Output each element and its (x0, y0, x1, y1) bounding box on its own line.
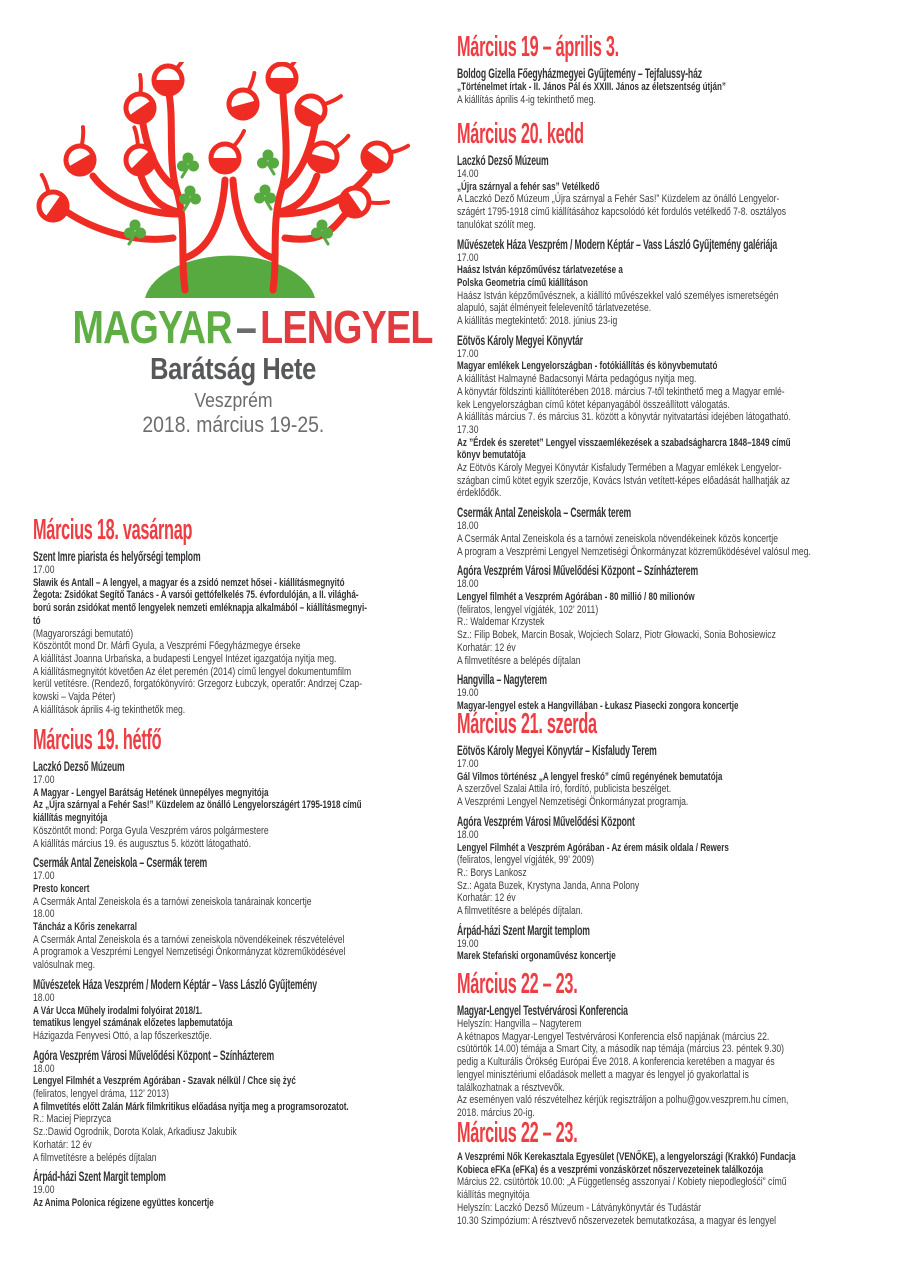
event-detail: A kiállítás március 19. és augusztus 5. között látogatható. (33, 837, 251, 850)
event-time: 17.00 (33, 564, 55, 576)
event-detail: A kiállítás megtekintető: 2018. június 23-ig (457, 315, 618, 328)
venue-name: Laczkó Dezső Múzeum (33, 759, 125, 774)
event-detail: Sz.:Dawid Ogrodnik, Dorota Kolak, Arkadiusz Jakubik (33, 1126, 237, 1139)
venue-name: Boldog Gizella Főegyházmegyei Gyűjtemény – Tejfalussy-ház (457, 66, 702, 81)
program-event (457, 744, 870, 809)
event-detail: A programok a Veszprémi Lengyel Nemzetiségi Önkormányzat közreműködésével (33, 946, 346, 959)
event-detail: A Csermák Antal Zeneiskola és a tarnówi zeneiskola tanárainak koncertje (33, 895, 312, 908)
event-time: 17.00 (457, 758, 479, 770)
event-detail: Az Eötvös Károly Megyei Könyvtár Kisfaludy Termében a Magyar emlékek Lengyelor- (457, 462, 782, 475)
program-event (457, 673, 870, 712)
event-detail: A program a Veszprémi Lengyel Nemzetiségi Önkormányzat közreműködésével valósul meg. (457, 545, 811, 558)
event-title: Lengyel Filmhét a Veszprém Agórában - Szavak nélkül / Chce się żyć (33, 1075, 296, 1088)
program-event (33, 856, 446, 972)
event-title: „Történelmet írtak - II. János Pál és XXIII. János az életszentség útján” (457, 81, 726, 93)
event-detail: (feliratos, lengyel dráma, 112’ 2013) (33, 1088, 169, 1101)
logo-title-magyar: MAGYAR (72, 301, 232, 353)
event-detail: kowski – Vajda Péter) (33, 691, 116, 704)
event-detail: A kétnapos Magyar-Lengyel Testvérvárosi Konferencia első napjának (március 22. (457, 1030, 770, 1043)
event-title: Kobieca eFKa (eFKa) és a veszprémi vonzáskörzet nőszervezeteinek találkozója (457, 1163, 764, 1176)
event-detail: valósulnak meg. (33, 959, 96, 972)
venue-name: Agóra Veszprém Városi Művelődési Központ – Színházterem (33, 1047, 275, 1063)
event-detail: A Veszprémi Lengyel Nemzetiségi Önkormányzat programja. (457, 796, 689, 809)
event-detail: A filmvetítésre a belépés díjtalan. (457, 905, 583, 918)
event-title: Magyar-lengyel estek a Hangvillában - Łukasz Piasecki zongora koncertje (457, 699, 739, 712)
event-detail: R.: Borys Lankosz (457, 866, 527, 879)
venue-name: Művészetek Háza Veszprém / Modern Képtár – Vass László Gyűjtemény galériája (457, 236, 778, 252)
event-detail: Házigazda Fenyvesi Ottó, a lap főszerkesztője. (33, 1029, 212, 1042)
event-detail: tanulókat szólít meg. (457, 218, 536, 231)
logo-subtitle: Barátság Hete (150, 351, 316, 386)
event-detail: Köszöntőt mond Dr. Márfi Gyula, a Veszprémi Főegyházmegye érseke (33, 640, 301, 653)
event-title: „Újra szárnyal a fehér sas” Vetélkedő (457, 180, 600, 193)
program-section (457, 31, 870, 106)
event-detail: A kiállítás március 7. és március 31. között a könyvtár nyitvatartási idejében látogatható. (457, 411, 791, 424)
event-detail: Helyszín: Hangvilla – Nagyterem (457, 1018, 582, 1030)
event-time: 17.00 (457, 251, 479, 264)
event-detail: (feliratos, lengyel vígjáték, 99’ 2009) (457, 854, 595, 867)
program-event (457, 506, 870, 558)
program-event (457, 815, 870, 918)
event-detail: R.: Maciej Pieprzyca (33, 1113, 112, 1126)
event-title: ború során zsidókat mentő lengyelek nemzeti emléknapja alkalmából – kiállításmegnyi- (33, 602, 367, 615)
event-detail: Korhatár: 12 év (457, 641, 516, 654)
program-section (33, 724, 446, 1210)
logo-title-lengyel: LENGYEL (260, 301, 433, 353)
event-time: 18.00 (457, 828, 479, 841)
event-detail: kek Lengyelországban című kötet képanyagából összeállított válogatás. (457, 398, 730, 411)
section-heading: Március 22 – 23. (457, 968, 578, 1000)
event-title: A Magyar - Lengyel Barátság Hetének ünnepélyes megnyitója (33, 786, 269, 799)
event-title: Żegota: Zsidókat Segítő Tanács - A varsói gettófelkelés 75. évfordulóján, a II. világhá- (33, 589, 359, 602)
event-time: 19.00 (457, 687, 479, 700)
program-section (457, 708, 870, 963)
event-detail: találkozhatnak a résztvevők. (457, 1081, 565, 1094)
event-time: 19.00 (457, 937, 479, 950)
event-time: 18.00 (457, 520, 479, 533)
venue-name: Agóra Veszprém Városi Művelődési Központ – Színházterem (457, 563, 699, 579)
event-title: kiállítás megnyitója (33, 812, 108, 825)
event-detail: Sz.: Agata Buzek, Krystyna Janda, Anna Polony (457, 879, 640, 892)
event-detail: Haász István képzőművésznek, a kiállító művészekkel való személyes ismeretségén (457, 289, 779, 302)
event-detail: (feliratos, lengyel vígjáték, 102’ 2011) (457, 603, 599, 616)
event-time: 18.00 (33, 908, 55, 921)
section-heading: Március 20. kedd (457, 118, 584, 150)
event-detail: A filmvetítésre a belépés díjtalan (33, 1151, 157, 1164)
program-event (457, 1004, 870, 1120)
event-title: Polska Geometria című kiállításon (457, 276, 588, 289)
event-detail: szágban című kötet egyik szerzője, Kovács István vetített-képes előadását hallhatják az (457, 474, 790, 487)
event-title: Sławik és Antall – A lengyel, a magyar és a zsidó nemzet hősei - kiállításmegnyitó (33, 576, 345, 589)
event-detail: szágért 1795-1918 című kiállításához kapcsolódó két fordulós vetélkedő 7-8. osztályos (457, 206, 787, 219)
event-title: A Vár Ucca Műhely irodalmi folyóirat 2018/1. (33, 1004, 203, 1017)
left-program-column (33, 0, 446, 1265)
event-detail: Helyszín: Laczkó Dezső Múzeum - Látványkönyvtár és Tudástár (457, 1201, 702, 1214)
event-title: Lengyel filmhét a Veszprém Agórában - 80 millió / 80 milionów (457, 590, 695, 603)
program-section (33, 514, 446, 716)
event-detail: alapuló, saját élményeit felelevenítő tárlatvezetése. (457, 302, 652, 315)
event-title: Az Anima Polonica régizene együttes koncertje (33, 1196, 214, 1209)
event-title: Haász István képzőművész tárlatvezetése a (457, 264, 623, 277)
event-time: 17.00 (457, 347, 479, 360)
event-title: tematikus lengyel számának előzetes lapbemutatója (33, 1017, 233, 1030)
venue-name: Laczkó Dezső Múzeum (457, 153, 549, 168)
event-time: 18.00 (33, 991, 55, 1004)
program-event (33, 978, 446, 1043)
event-detail: A filmvetítésre a belépés díjtalan (457, 654, 581, 667)
event-time: 14.00 (457, 168, 479, 180)
event-time: 17.00 (33, 774, 55, 786)
event-detail: A kiállításmegnyitót követően Az élet peremén (2014) című lengyel dokumentumfilm (33, 665, 352, 678)
event-detail: Sz.: Filip Bobek, Marcin Bosak, Wojciech Solarz, Piotr Głowacki, Sonia Bohosiewicz (457, 629, 776, 642)
event-time: 18.00 (33, 1062, 55, 1075)
right-program-column (457, 0, 870, 1265)
venue-name: Árpád-házi Szent Margit templom (457, 922, 590, 938)
venue-name: Szent Imre piarista és helyőrségi templom (33, 549, 201, 564)
program-section (457, 1117, 870, 1227)
event-title: Presto koncert (33, 882, 90, 895)
event-detail: csütörtök 14.00) témája a Smart City, a második nap témája (március 23. péntek 9.30) (457, 1043, 784, 1056)
event-detail: A Csermák Antal Zeneiskola és a tarnówi zeneiskola növendékeinek közös koncertje (457, 532, 778, 545)
event-detail: (Magyarországi bemutató) (33, 627, 134, 640)
event-detail: A könyvtár földszinti kiállítóterében 2018. március 7-től tekinthető meg a Magyar emlé- (457, 385, 785, 398)
event-detail: A kiállítást Halmayné Badacsonyi Márta pedagógus nyitja meg. (457, 373, 697, 386)
event-detail: lengyel minisztériumi előadások mellett a magyar és lengyel jó gyakorlattal is (457, 1068, 749, 1081)
venue-name: Hangvilla – Nagyterem (457, 672, 547, 688)
event-title: Lengyel Filmhét a Veszprém Agórában - Az érem másik oldala / Rewers (457, 841, 729, 854)
program-event (457, 564, 870, 667)
event-detail: pedig a Kulturális Örökség Európai Éve 2018. A konferencia keretében a magyar és (457, 1056, 775, 1069)
event-title: A filmvetítés előtt Zalán Márk filmkritikus előadása nyitja meg a programsorozatot. (33, 1100, 349, 1113)
event-detail: A kiállítások április 4-ig tekinthetők meg. (33, 703, 186, 716)
program-event (33, 550, 446, 716)
event-detail: Március 22. csütörtök 10.00: „A Függetlenség asszonyai / Kobiety niepodległośći” című (457, 1176, 787, 1189)
event-title: Az „Újra szárnyal a Fehér Sas!” Küzdelem az önálló Lengyelországért 1795-1918 című (33, 799, 362, 812)
logo-title-dash: – (235, 301, 257, 353)
event-detail: A szerzővel Szalai Attila író, fordító, publicista beszélget. (457, 783, 672, 796)
venue-name: Agóra Veszprém Városi Művelődési Központ (457, 813, 635, 829)
venue-name: Magyar-Lengyel Testvérvárosi Konferencia (457, 1003, 628, 1018)
program-event (457, 154, 870, 232)
event-detail: kerül vetítésre. (Rendező, forgatókönyvíró: Grzegorz Łubczyk, operatőr: Andrzej Czap- (33, 678, 363, 691)
venue-name: Árpád-házi Szent Margit templom (33, 1169, 166, 1185)
event-time: 18.00 (457, 578, 479, 591)
venue-name: Eötvös Károly Megyei Könyvtár (457, 332, 583, 348)
program-section (457, 968, 870, 1120)
venue-name: Csermák Antal Zeneiskola – Csermák terem (457, 505, 632, 521)
program-section (457, 118, 870, 713)
event-detail: A Laczkó Dező Múzeum „Újra szárnyal a Fehér Sas!” Küzdelem az önálló Lengyelor- (457, 193, 780, 206)
program-event (33, 1049, 446, 1165)
event-title: tó (33, 614, 41, 627)
event-title: könyv bemutatója (457, 449, 526, 462)
program-event (33, 1170, 446, 1209)
event-time: 19.00 (33, 1184, 55, 1197)
section-heading: Március 22 – 23. (457, 1117, 578, 1149)
event-detail: A kiállítás április 4-ig tekinthető meg. (457, 93, 596, 106)
event-title: Az ”Érdek és szeretet” Lengyel visszaemlékezések a szabadságharcra 1848–1849 című (457, 436, 791, 449)
event-time: 17.00 (33, 870, 55, 883)
section-heading: Március 19 – április 3. (457, 31, 619, 63)
event-detail: Korhatár: 12 év (33, 1138, 92, 1151)
event-title: A Veszprémi Nők Kerekasztala Egyesület (VENŐKE), a lengyelországi (Krakkó) Fundacja (457, 1151, 796, 1163)
event-title: Gál Vilmos történész „A lengyel freskó” című regényének bemutatója (457, 770, 723, 783)
event-detail: Az eseményen való részvételhez kérjük regisztráljon a polhu@gov.veszprem.hu címen, (457, 1094, 789, 1107)
event-detail: R.: Waldemar Krzystek (457, 616, 545, 629)
logo-city: Veszprém (193, 390, 273, 412)
event-time: 17.30 (457, 423, 479, 436)
event-title: Táncház a Kőris zenekarral (33, 921, 137, 934)
event-detail: 2018. március 20-ig. (457, 1106, 535, 1119)
logo-date-range: 2018. március 19-25. (142, 412, 324, 437)
event-title: Marek Stefański orgonaművész koncertje (457, 950, 616, 963)
event-detail: A Csermák Antal Zeneiskola és a tarnówi zeneiskola növendékeinek részvételével (33, 933, 345, 946)
program-event (457, 67, 870, 106)
event-detail: Köszöntőt mond: Porga Gyula Veszprém város polgármestere (33, 824, 269, 837)
event-detail: A kiállítást Joanna Urbańska, a budapesti Lengyel Intézet igazgatója nyitja meg. (33, 652, 337, 665)
program-event (457, 924, 870, 963)
program-event (33, 760, 446, 850)
section-heading: Március 21. szerda (457, 708, 597, 740)
program-event (457, 1151, 870, 1227)
event-detail: kiállítás megnyitója (457, 1189, 530, 1202)
section-heading: Március 18. vasárnap (33, 514, 193, 546)
section-heading: Március 19. hétfő (33, 724, 162, 756)
event-detail: Korhatár: 12 év (457, 892, 516, 905)
event-title: Magyar emlékek Lengyelországban - fotókiállítás és könyvbemutató (457, 360, 718, 373)
venue-name: Csermák Antal Zeneiskola – Csermák terem (33, 855, 208, 871)
program-event (457, 334, 870, 500)
event-detail: 10.30 Szimpózium: A résztvevő nőszervezetek bemutatkozása, a magyar és lengyel (457, 1214, 777, 1227)
program-event (457, 238, 870, 328)
venue-name: Művészetek Háza Veszprém / Modern Képtár – Vass László Gyűjtemény (33, 976, 317, 992)
event-detail: érdeklődők. (457, 487, 502, 500)
venue-name: Eötvös Károly Megyei Könyvtár – Kisfaludy Terem (457, 743, 657, 758)
